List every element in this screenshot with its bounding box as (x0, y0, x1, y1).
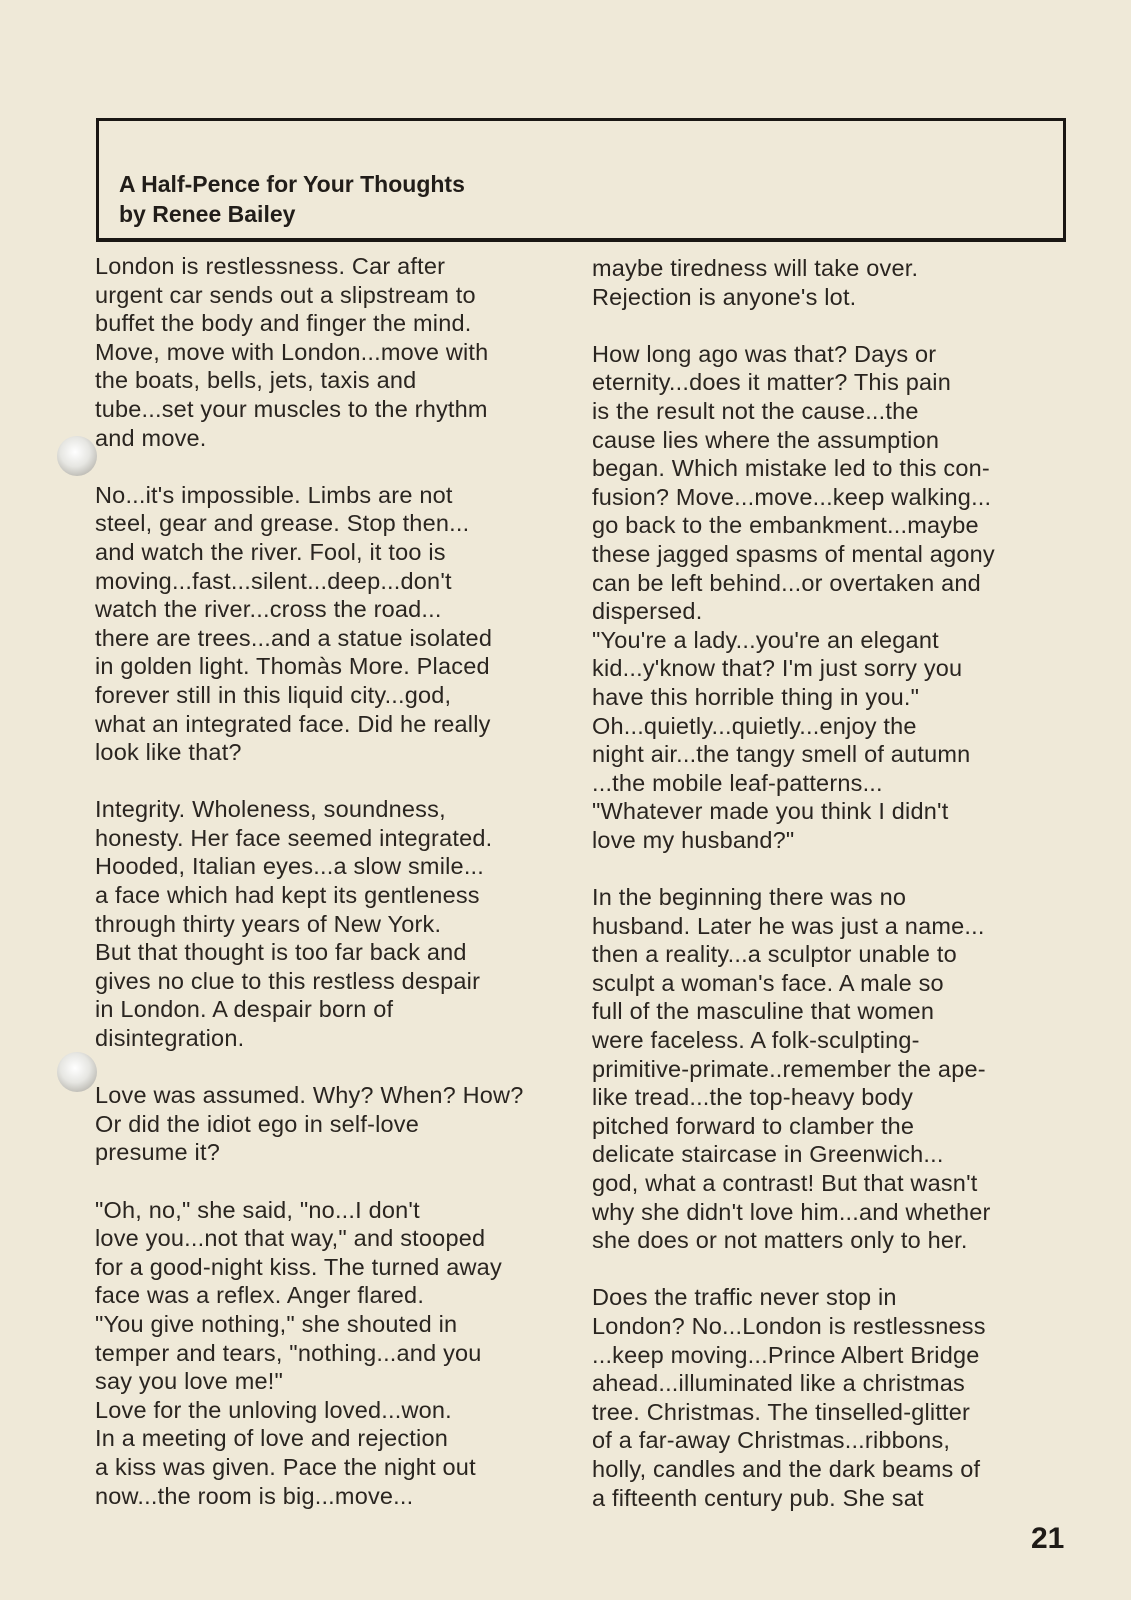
text-line: for a good-night kiss. The turned away (95, 1253, 502, 1280)
text-line: of a far-away Christmas...ribbons, (592, 1427, 951, 1454)
text-line: gives no clue to this restless despair (95, 967, 481, 994)
text-line: ...keep moving...Prince Albert Bridge (592, 1341, 980, 1368)
text-line: presume it? (95, 1139, 220, 1166)
text-line: now...the room is big...move... (95, 1482, 414, 1509)
paragraph (592, 340, 995, 855)
text-line: disintegration. (95, 1025, 245, 1052)
text-line: London is restlessness. Car after (95, 253, 446, 279)
text-line: honesty. Her face seemed integrated. (95, 824, 493, 851)
text-line: ahead...illuminated like a christmas (592, 1370, 965, 1397)
text-line: love you...not that way," and stooped (95, 1225, 486, 1252)
text-line: like tread...the top-heavy body (592, 1084, 914, 1111)
text-line: steel, gear and grease. Stop then... (95, 510, 470, 537)
text-line: why she didn't love him...and whether (592, 1198, 991, 1225)
text-line: Does the traffic never stop in (592, 1284, 897, 1311)
paragraph (95, 1196, 524, 1511)
text-line: "You're a lady...you're an elegant (592, 626, 939, 653)
text-line: forever still in this liquid city...god, (95, 681, 452, 708)
text-line: night air...the tangy smell of autumn (592, 741, 971, 768)
text-line: Love was assumed. Why? When? How? (95, 1082, 524, 1109)
text-line: began. Which mistake led to this con- (592, 455, 990, 482)
text-line: through thirty years of New York. (95, 910, 442, 937)
text-line: fusion? Move...move...keep walking... (592, 483, 992, 510)
text-line: pitched forward to clamber the (592, 1112, 915, 1139)
text-line: a kiss was given. Pace the night out (95, 1453, 476, 1480)
text-line: Oh...quietly...quietly...enjoy the (592, 712, 917, 739)
text-line: Love for the unloving loved...won. (95, 1396, 452, 1423)
text-line: were faceless. A folk-sculpting- (592, 1027, 920, 1054)
paragraph (592, 254, 995, 311)
paragraph (95, 1081, 524, 1167)
binder-hole-top (57, 436, 97, 476)
text-line: and watch the river. Fool, it too is (95, 538, 446, 565)
text-line: But that thought is too far back and (95, 939, 467, 966)
text-line: say you love me!" (95, 1368, 284, 1395)
paragraph (95, 252, 524, 452)
text-line: then a reality...a sculptor unable to (592, 941, 957, 968)
text-line: there are trees...and a statue isolated (95, 624, 493, 651)
text-line: full of the masculine that women (592, 998, 935, 1025)
text-line: "Oh, no," she said, "no...I don't (95, 1196, 420, 1223)
text-line: god, what a contrast! But that wasn't (592, 1170, 978, 1196)
text-line: Or did the idiot ego in self-love (95, 1110, 420, 1137)
article-title: A Half-Pence for Your Thoughts (119, 171, 465, 197)
text-line: primitive-primate..remember the ape- (592, 1055, 986, 1082)
text-line: Move, move with London...move with (95, 338, 489, 365)
text-line: temper and tears, "nothing...and you (95, 1339, 482, 1366)
text-line: Integrity. Wholeness, soundness, (95, 796, 446, 823)
text-line: delicate staircase in Greenwich... (592, 1141, 944, 1168)
text-line: a fifteenth century pub. She sat (592, 1484, 924, 1511)
paragraph (592, 883, 995, 1255)
text-line: London? No...London is restlessness (592, 1312, 986, 1339)
text-line: holly, candles and the dark beams of (592, 1455, 981, 1482)
right-column (592, 254, 995, 1512)
text-line: Hooded, Italian eyes...a slow smile... (95, 853, 485, 880)
title-block (119, 169, 465, 229)
text-line: face was a reflex. Anger flared. (95, 1282, 425, 1309)
text-line: kid...y'know that? I'm just sorry you (592, 655, 963, 682)
text-line: In a meeting of love and rejection (95, 1425, 448, 1452)
text-line: ...the mobile leaf-patterns... (592, 769, 883, 796)
text-line: No...it's impossible. Limbs are not (95, 481, 453, 508)
text-line: a face which had kept its gentleness (95, 882, 480, 909)
text-line: the boats, bells, jets, taxis and (95, 367, 417, 394)
text-line: maybe tiredness will take over. (592, 255, 919, 281)
text-line: and move. (95, 424, 207, 451)
text-line: urgent car sends out a slipstream to (95, 281, 476, 308)
text-line: moving...fast...silent...deep...don't (95, 567, 452, 594)
paragraph (95, 795, 524, 1052)
binder-hole-bottom (57, 1052, 97, 1092)
text-line: is the result not the cause...the (592, 397, 919, 424)
paragraph (95, 481, 524, 767)
text-line: watch the river...cross the road... (95, 596, 442, 623)
text-line: eternity...does it matter? This pain (592, 369, 951, 396)
text-line: Rejection is anyone's lot. (592, 283, 857, 310)
text-line: what an integrated face. Did he really (95, 710, 491, 737)
title-box (96, 118, 1066, 242)
text-line: go back to the embankment...maybe (592, 512, 979, 539)
text-line: she does or not matters only to her. (592, 1227, 968, 1254)
text-line: dispersed. (592, 598, 703, 625)
text-line: husband. Later he was just a name... (592, 912, 985, 939)
article-byline: by Renee Bailey (119, 201, 296, 227)
text-line: can be left behind...or overtaken and (592, 569, 981, 596)
text-line: In the beginning there was no (592, 884, 907, 911)
text-line: "Whatever made you think I didn't (592, 798, 949, 825)
page-number: 21 (1031, 1522, 1065, 1555)
text-line: these jagged spasms of mental agony (592, 540, 995, 567)
text-line: tube...set your muscles to the rhythm (95, 395, 488, 422)
text-line: sculpt a woman's face. A male so (592, 969, 944, 996)
text-line: cause lies where the assumption (592, 426, 940, 453)
text-line: have this horrible thing in you." (592, 683, 920, 710)
text-line: buffet the body and finger the mind. (95, 310, 472, 337)
text-line: in golden light. Thomàs More. Placed (95, 653, 490, 680)
text-line: "You give nothing," she shouted in (95, 1310, 458, 1337)
text-line: tree. Christmas. The tinselled-glitter (592, 1398, 971, 1425)
text-line: love my husband?" (592, 826, 795, 853)
text-line: look like that? (95, 739, 242, 766)
paragraph (592, 1283, 995, 1512)
text-line: in London. A despair born of (95, 996, 394, 1023)
left-column (95, 252, 524, 1510)
text-line: How long ago was that? Days or (592, 340, 937, 367)
